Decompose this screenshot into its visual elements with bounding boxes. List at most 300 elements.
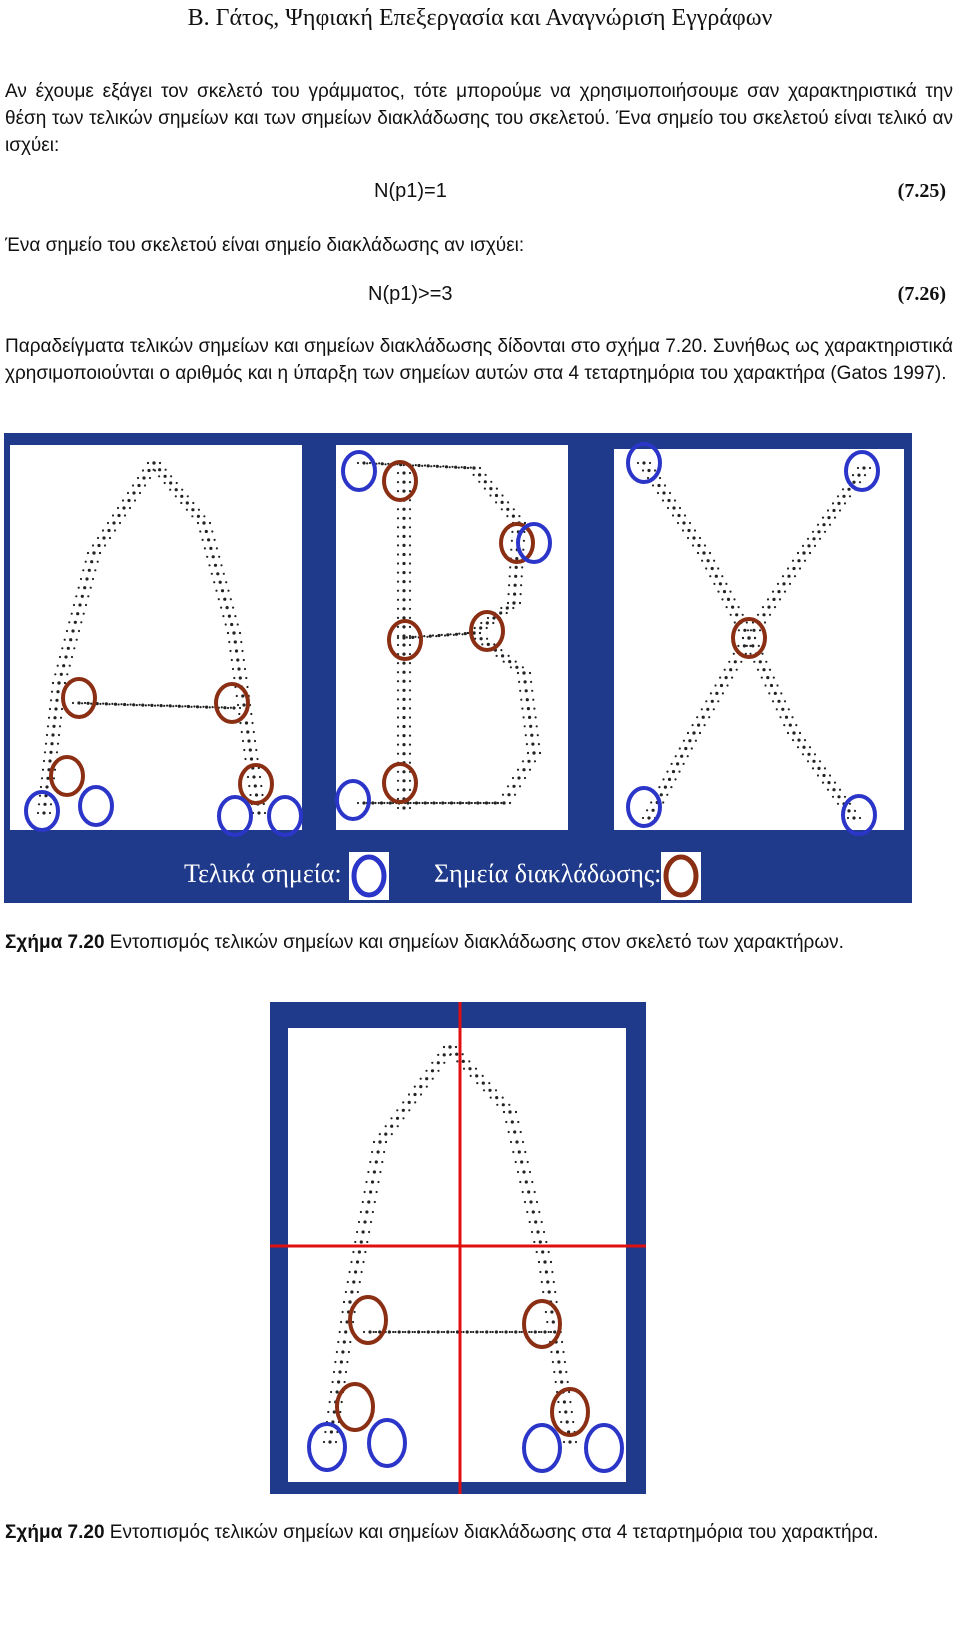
skeleton-dot <box>198 509 200 511</box>
skeleton-dot <box>571 1411 573 1413</box>
skeleton-dot <box>409 698 411 700</box>
skeleton-dot <box>842 495 845 498</box>
skeleton-dot <box>524 725 526 727</box>
skeleton-dot <box>42 769 44 771</box>
skeleton-dot <box>324 1431 326 1433</box>
skeleton-dot <box>642 469 644 471</box>
skeleton-dot <box>772 598 775 601</box>
skeleton-dot <box>513 593 516 596</box>
skeleton-dot <box>219 581 222 584</box>
skeleton-dot <box>356 1231 358 1233</box>
skeleton-dot <box>81 595 84 598</box>
skeleton-dot <box>518 1150 521 1153</box>
skeleton-dot <box>409 508 411 510</box>
skeleton-dot <box>496 1104 498 1106</box>
skeleton-dot <box>713 560 715 562</box>
skeleton-dot <box>475 1330 478 1333</box>
skeleton-dot <box>39 795 41 797</box>
skeleton-dot <box>439 802 441 804</box>
skeleton-dot <box>538 743 540 745</box>
skeleton-dot <box>783 724 785 726</box>
skeleton-dot <box>746 645 748 647</box>
figure-skeleton-points <box>4 433 912 903</box>
skeleton-dot <box>847 809 850 812</box>
skeleton-dot <box>717 567 719 569</box>
skeleton-dot <box>429 635 432 638</box>
skeleton-dot <box>409 807 411 809</box>
skeleton-dot <box>664 786 667 789</box>
skeleton-dot <box>499 611 502 614</box>
skeleton-dot <box>522 760 524 762</box>
skeleton-dot <box>724 669 726 671</box>
skeleton-dot <box>462 1331 464 1333</box>
skeleton-dot <box>84 702 86 704</box>
skeleton-dot <box>662 778 664 780</box>
skeleton-dot <box>453 634 455 636</box>
skeleton-dot <box>482 1075 484 1077</box>
skeleton-dot <box>437 1054 439 1056</box>
skeleton-dot <box>432 801 435 804</box>
skeleton-dot <box>684 514 686 516</box>
skeleton-dot <box>236 658 239 661</box>
skeleton-dot <box>564 1410 567 1413</box>
skeleton-dot <box>479 632 481 634</box>
skeleton-dot <box>222 615 224 617</box>
skeleton-dot <box>329 1401 331 1403</box>
skeleton-dot <box>839 789 841 791</box>
skeleton-dot <box>531 1331 533 1333</box>
skeleton-dot <box>454 466 457 469</box>
skeleton-dot <box>423 635 425 637</box>
skeleton-dot <box>501 508 503 510</box>
skeleton-dot <box>192 502 194 504</box>
skeleton-dot <box>483 802 485 804</box>
skeleton-dot <box>164 475 167 478</box>
skeleton-dot <box>822 782 824 784</box>
skeleton-dot <box>456 802 458 804</box>
skeleton-dot <box>562 1351 564 1353</box>
skeleton-dot <box>526 1211 528 1213</box>
skeleton-dot <box>397 490 399 492</box>
skeleton-dot <box>676 762 679 765</box>
skeleton-dot <box>66 630 68 632</box>
skeleton-dot <box>706 708 709 711</box>
skeleton-dot <box>444 802 446 804</box>
skeleton-dot <box>456 1060 458 1062</box>
skeleton-dot <box>239 632 241 634</box>
skeleton-dot <box>169 704 172 707</box>
skeleton-dot <box>52 725 55 728</box>
skeleton-dot <box>372 1211 374 1213</box>
skeleton-dot <box>506 515 508 517</box>
skeleton-dot <box>671 763 673 765</box>
skeleton-dot <box>352 1251 354 1253</box>
skeleton-dot <box>350 1261 352 1263</box>
skeleton-dot <box>682 521 685 524</box>
skeleton-dot <box>470 467 472 469</box>
skeleton-dot <box>437 1061 440 1064</box>
skeleton-dot <box>834 517 836 519</box>
skeleton-dot <box>510 1141 512 1143</box>
skeleton-dot <box>526 698 529 701</box>
skeleton-dot <box>184 705 186 707</box>
skeleton-dot <box>396 1117 399 1120</box>
skeleton-dot <box>397 526 399 528</box>
skeleton-dot <box>169 481 172 484</box>
skeleton-dot <box>761 677 763 679</box>
skeleton-dot <box>83 586 86 589</box>
skeleton-dot <box>534 1191 536 1193</box>
skeleton-dot <box>525 689 528 692</box>
skeleton-dot <box>371 1151 373 1153</box>
skeleton-dot <box>375 1331 377 1333</box>
skeleton-dot <box>692 724 694 726</box>
skeleton-dot <box>795 724 797 726</box>
skeleton-dot <box>478 481 480 483</box>
skeleton-dot <box>87 702 90 705</box>
skeleton-dot <box>463 466 466 469</box>
skeleton-dot <box>107 522 109 524</box>
skeleton-dot <box>402 508 405 511</box>
skeleton-dot <box>404 1331 406 1333</box>
skeleton-dot <box>857 474 860 477</box>
skeleton-dot <box>433 465 435 467</box>
skeleton-dot <box>402 653 405 656</box>
skeleton-dot <box>519 602 521 604</box>
skeleton-dot <box>333 1371 335 1373</box>
skeleton-dot <box>802 551 805 554</box>
skeleton-dot <box>509 575 511 577</box>
skeleton-dot <box>228 615 231 618</box>
skeleton-dot <box>545 1311 547 1313</box>
skeleton-dot <box>127 499 130 502</box>
skeleton-dot <box>569 1401 571 1403</box>
caption-label: Σχήμα 7.20 <box>5 1522 105 1543</box>
skeleton-dot <box>642 817 644 819</box>
skeleton-dot <box>731 677 733 679</box>
skeleton-dot <box>409 644 411 646</box>
skeleton-dot <box>362 1201 364 1203</box>
skeleton-dot <box>812 760 815 763</box>
skeleton-dot <box>402 1109 405 1112</box>
skeleton-dot <box>471 802 473 804</box>
skeleton-dot <box>359 1281 361 1283</box>
skeleton-dot <box>481 643 483 645</box>
skeleton-dot <box>437 634 440 637</box>
skeleton-dot <box>409 680 411 682</box>
skeleton-dot <box>814 753 816 755</box>
skeleton-dot <box>467 632 469 634</box>
skeleton-dot <box>252 775 255 778</box>
skeleton-dot <box>206 556 208 558</box>
skeleton-dot <box>476 801 479 804</box>
skeleton-dot <box>409 753 411 755</box>
skeleton-dot <box>837 495 839 497</box>
figure-skeleton-svg <box>4 433 912 903</box>
skeleton-dot <box>119 522 121 524</box>
skeleton-dot <box>468 1060 470 1062</box>
skeleton-dot <box>729 668 732 671</box>
skeleton-dot <box>647 469 650 472</box>
skeleton-dot <box>43 803 46 806</box>
skeleton-dot <box>409 581 411 583</box>
skeleton-dot <box>455 1053 458 1056</box>
skeleton-dot <box>214 564 217 567</box>
skeleton-dot <box>742 637 744 639</box>
skeleton-dot <box>352 1321 354 1323</box>
skeleton-dot <box>402 471 405 474</box>
skeleton-dot <box>462 802 464 804</box>
skeleton-dot <box>508 584 510 586</box>
skeleton-dot <box>659 477 661 479</box>
skeleton-dot <box>64 639 66 641</box>
skeleton-dot <box>234 640 237 643</box>
skeleton-dot <box>199 530 201 532</box>
equation-7-25 <box>0 180 960 208</box>
skeleton-dot <box>402 562 405 565</box>
skeleton-dot <box>508 593 510 595</box>
skeleton-dot <box>707 559 710 562</box>
skeleton-dot <box>446 1330 449 1333</box>
skeleton-dot <box>92 551 95 554</box>
skeleton-dot <box>503 1111 505 1113</box>
skeleton-dot <box>430 465 432 467</box>
skeleton-dot <box>181 489 183 491</box>
skeleton-dot <box>832 509 835 512</box>
skeleton-dot <box>105 702 108 705</box>
skeleton-dot <box>402 680 405 683</box>
skeleton-dot <box>40 786 42 788</box>
skeleton-dot <box>747 636 750 639</box>
skeleton-dot <box>743 644 746 647</box>
skeleton-dot <box>109 537 111 539</box>
skeleton-dot <box>556 1301 558 1303</box>
skeleton-dot <box>520 584 522 586</box>
skeleton-dot <box>366 462 368 464</box>
skeleton-dot <box>176 482 178 484</box>
skeleton-dot <box>705 700 707 702</box>
skeleton-dot <box>397 626 399 628</box>
skeleton-dot <box>862 466 865 469</box>
skeleton-dot <box>397 481 399 483</box>
skeleton-dot <box>525 1180 528 1183</box>
skeleton-dot <box>114 529 116 531</box>
skeleton-dot <box>376 1191 378 1193</box>
skeleton-dot <box>519 1181 521 1183</box>
skeleton-dot <box>374 802 376 804</box>
skeleton-dot <box>672 514 674 516</box>
skeleton-dot <box>52 682 54 684</box>
skeleton-dot <box>243 749 245 751</box>
skeleton-dot <box>409 572 411 574</box>
skeleton-dot <box>723 590 726 593</box>
skeleton-dot <box>527 760 530 763</box>
skeleton-dot <box>527 752 529 754</box>
skeleton-dot <box>538 1261 540 1263</box>
skeleton-dot <box>145 704 147 706</box>
skeleton-dot <box>398 1330 401 1333</box>
skeleton-dot <box>492 622 494 624</box>
skeleton-dot <box>722 692 724 694</box>
skeleton-dot <box>193 705 195 707</box>
skeleton-dot <box>514 794 516 796</box>
skeleton-dot <box>69 638 72 641</box>
skeleton-dot <box>409 481 411 483</box>
skeleton-dot <box>575 1441 577 1443</box>
skeleton-dot <box>379 1171 381 1173</box>
skeleton-dot <box>221 589 224 592</box>
skeleton-dot <box>503 661 505 663</box>
skeleton-dot <box>550 1261 552 1263</box>
skeleton-dot <box>402 779 405 782</box>
skeleton-dot <box>408 1101 411 1104</box>
skeleton-dot <box>553 1281 555 1283</box>
skeleton-dot <box>534 1330 537 1333</box>
skeleton-dot <box>852 481 855 484</box>
skeleton-dot <box>148 704 150 706</box>
skeleton-dot <box>749 645 751 647</box>
skeleton-dot <box>832 796 834 798</box>
skeleton-dot <box>389 801 392 804</box>
skeleton-dot <box>524 777 526 779</box>
skeleton-dot <box>237 623 239 625</box>
skeleton-dot <box>536 1251 538 1253</box>
skeleton-dot <box>514 584 517 587</box>
skeleton-dot <box>178 705 181 708</box>
skeleton-dot <box>102 703 104 705</box>
skeleton-dot <box>221 706 223 708</box>
skeleton-dot <box>550 1331 552 1333</box>
skeleton-dot <box>837 502 840 505</box>
skeleton-dot <box>394 1331 396 1333</box>
skeleton-dot <box>519 690 521 692</box>
skeleton-dot <box>812 531 814 533</box>
skeleton-dot <box>54 707 57 710</box>
skeleton-dot <box>408 1093 410 1095</box>
skeleton-dot <box>513 1130 516 1133</box>
skeleton-dot <box>134 499 136 501</box>
skeleton-dot <box>757 669 759 671</box>
skeleton-dot <box>417 464 420 467</box>
skeleton-dot <box>735 613 738 616</box>
skeleton-dot <box>57 681 60 684</box>
skeleton-dot <box>804 560 806 562</box>
skeleton-dot <box>667 499 670 502</box>
skeleton-dot <box>67 647 70 650</box>
skeleton-dot <box>90 587 92 589</box>
skeleton-dot <box>507 793 510 796</box>
skeleton-dot <box>350 1290 353 1293</box>
skeleton-dot <box>731 606 734 609</box>
skeleton-dot <box>557 1401 559 1403</box>
skeleton-dot <box>413 1093 416 1096</box>
skeleton-dot <box>432 1078 434 1080</box>
skeleton-dot <box>57 743 59 745</box>
skeleton-dot <box>488 1082 490 1084</box>
skeleton-dot <box>78 630 80 632</box>
skeleton-dot <box>130 703 132 705</box>
skeleton-dot <box>56 751 58 753</box>
skeleton-dot <box>349 1271 351 1273</box>
skeleton-dot <box>809 552 811 554</box>
skeleton-dot <box>172 705 174 707</box>
skeleton-dot <box>559 1411 561 1413</box>
skeleton-dot <box>59 656 61 658</box>
skeleton-dot <box>357 1291 359 1293</box>
skeleton-dot <box>202 539 204 541</box>
skeleton-dot <box>180 502 182 504</box>
skeleton-dot <box>153 469 155 471</box>
skeleton-dot <box>762 613 765 616</box>
skeleton-dot <box>74 621 77 624</box>
legend-end-label: Τελικά σημεία: <box>184 859 342 888</box>
skeleton-dot <box>807 760 809 762</box>
skeleton-dot <box>780 692 782 694</box>
skeleton-dot <box>341 1401 343 1403</box>
skeleton-dot <box>677 514 680 517</box>
skeleton-dot <box>768 692 770 694</box>
skeleton-dot <box>259 776 261 778</box>
skeleton-dot <box>409 653 411 655</box>
skeleton-dot <box>411 636 414 639</box>
skeleton-dot <box>502 794 504 796</box>
skeleton-dot <box>397 517 399 519</box>
skeleton-dot <box>814 545 816 547</box>
skeleton-dot <box>61 647 63 649</box>
skeleton-dot <box>397 698 399 700</box>
skeleton-dot <box>48 759 51 762</box>
skeleton-dot <box>343 1301 345 1303</box>
skeleton-dot <box>484 488 486 490</box>
skeleton-dot <box>852 474 854 476</box>
skeleton-dot <box>44 751 46 753</box>
skeleton-dot <box>402 535 405 538</box>
skeleton-dot <box>450 801 453 804</box>
skeleton-dot <box>417 1330 420 1333</box>
skeleton-dot <box>450 1053 452 1055</box>
skeleton-dot <box>230 598 232 600</box>
skeleton-dot <box>528 1331 530 1333</box>
skeleton-dot <box>541 1250 544 1253</box>
skeleton-dot <box>76 639 78 641</box>
skeleton-dot <box>662 801 664 803</box>
skeleton-dot <box>519 1331 521 1333</box>
skeleton-dot <box>551 1271 553 1273</box>
skeleton-dot <box>205 530 208 533</box>
skeleton-dot <box>245 721 248 724</box>
skeleton-dot <box>670 786 672 788</box>
skeleton-dot <box>791 716 793 718</box>
skeleton-dot <box>397 617 399 619</box>
intro-paragraph: Αν έχουμε εξάγει τον σκελετό του γράμματος, τότε μπορούμε να χρησιμοποιήσουμε σαν χαρακτηριστικά την θέση των τελικών σημείων και των σημείων διακλάδωσης του σκελετού. Ένα σημείο του σκελετού είναι τελικό αν ισχύει: <box>5 81 953 156</box>
skeleton-dot <box>209 547 212 550</box>
skeleton-dot <box>738 606 740 608</box>
skeleton-dot <box>536 725 538 727</box>
skeleton-dot <box>529 725 532 728</box>
skeleton-dot <box>505 1121 507 1123</box>
skeleton-dot <box>75 595 77 597</box>
skeleton-dot <box>467 801 470 804</box>
skeleton-dot <box>397 562 399 564</box>
skeleton-dot <box>829 774 831 776</box>
skeleton-dot <box>668 778 671 781</box>
skeleton-dot <box>397 744 399 746</box>
skeleton-dot <box>377 1150 380 1153</box>
skeleton-dot <box>522 1170 525 1173</box>
skeleton-dot <box>812 767 814 769</box>
skeleton-dot <box>397 662 399 664</box>
skeleton-dot <box>799 732 801 734</box>
